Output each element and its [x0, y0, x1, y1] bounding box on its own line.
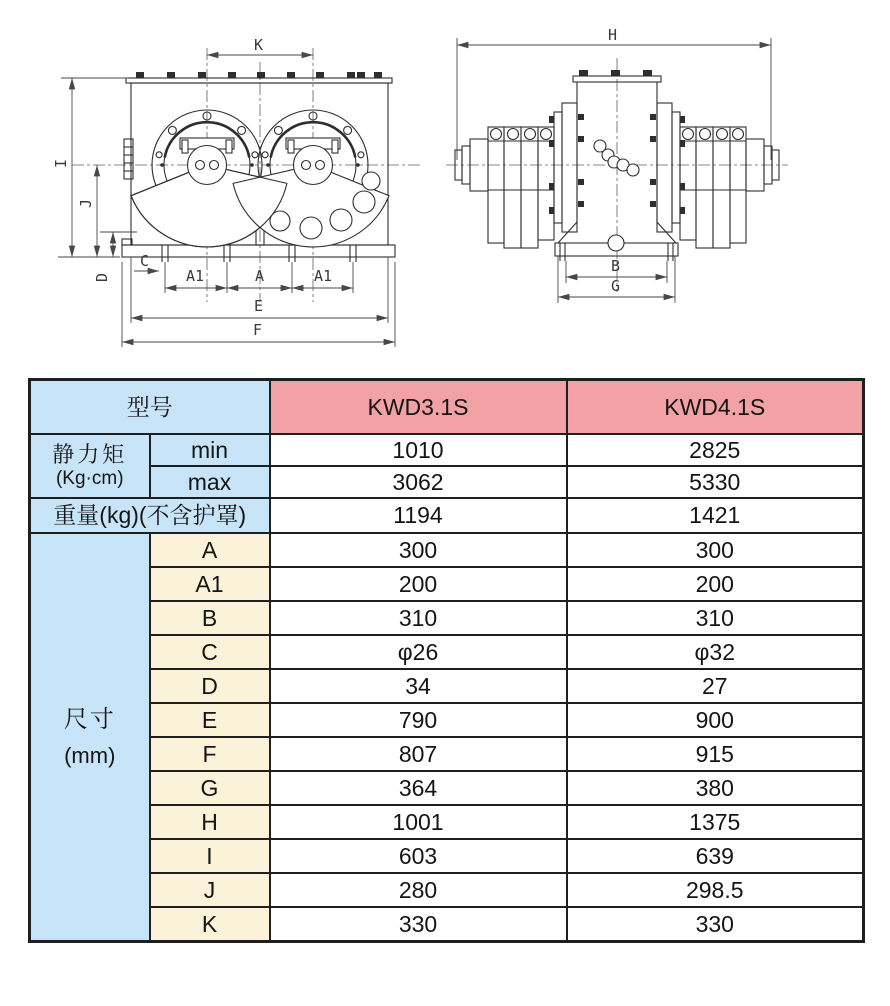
dim-label-h: H — [608, 26, 618, 44]
dim-label: A1 — [150, 567, 270, 601]
dim-value: 1375 — [567, 805, 864, 839]
dim-row-a — [30, 533, 864, 567]
max-label: max — [150, 466, 270, 498]
dim-label-g: G — [611, 277, 621, 295]
dim-value: 330 — [270, 907, 567, 942]
dim-value: φ32 — [567, 635, 864, 669]
static-moment-max-row — [30, 466, 864, 498]
min-value-kwd31s: 1010 — [270, 434, 567, 466]
dim-label-i: I — [52, 158, 70, 168]
weight-value-kwd41s: 1421 — [567, 498, 864, 533]
dim-row-c — [30, 635, 864, 669]
dim-label-f: F — [253, 321, 263, 339]
max-value-kwd41s: 5330 — [567, 466, 864, 498]
front-view-drawing — [52, 36, 422, 347]
dim-value: 34 — [270, 669, 567, 703]
dimensions-label: 尺寸 — [63, 705, 116, 733]
dim-label: B — [150, 601, 270, 635]
dim-row-j — [30, 873, 864, 907]
dim-label-b: B — [611, 257, 621, 275]
dim-label: K — [150, 907, 270, 942]
model-kwd41s-header: KWD4.1S — [567, 380, 864, 435]
dim-value: 900 — [567, 703, 864, 737]
dim-label: H — [150, 805, 270, 839]
static-moment-label: 静力矩 — [52, 442, 128, 468]
side-view-drawing — [446, 26, 788, 303]
dim-value: 915 — [567, 737, 864, 771]
dim-value: 380 — [567, 771, 864, 805]
dim-row-f — [30, 737, 864, 771]
dim-label-a: A — [255, 267, 265, 285]
dim-value: 364 — [270, 771, 567, 805]
dim-row-i — [30, 839, 864, 873]
dim-label-d: D — [93, 272, 111, 282]
weight-stack-left — [488, 127, 554, 248]
weight-label: 重量(kg)(不含护罩) — [30, 498, 270, 533]
static-moment-label-cell — [30, 434, 150, 498]
dim-label-j: J — [77, 198, 95, 208]
dim-row-h — [30, 805, 864, 839]
dim-value: 603 — [270, 839, 567, 873]
dim-value: 298.5 — [567, 873, 864, 907]
dim-value: 200 — [270, 567, 567, 601]
dim-label: G — [150, 771, 270, 805]
weight-row — [30, 498, 864, 533]
dim-label-k: K — [254, 36, 264, 54]
spec-table — [28, 378, 865, 943]
technical-drawings — [0, 0, 890, 372]
oil-hole-chain — [594, 140, 639, 176]
dim-value: 790 — [270, 703, 567, 737]
dim-row-d — [30, 669, 864, 703]
dim-label: E — [150, 703, 270, 737]
dim-label-e: E — [254, 297, 264, 315]
max-value-kwd31s: 3062 — [270, 466, 567, 498]
min-label: min — [150, 434, 270, 466]
dim-label-a1-left: A1 — [186, 267, 205, 285]
dim-label: A — [150, 533, 270, 567]
dim-label: C — [150, 635, 270, 669]
dim-value: 27 — [567, 669, 864, 703]
dim-row-k — [30, 907, 864, 942]
static-moment-unit: (Kg·cm) — [55, 467, 124, 489]
dimensions-label-cell — [30, 533, 150, 942]
dim-value: 330 — [567, 907, 864, 942]
dim-row-b — [30, 601, 864, 635]
dim-label: J — [150, 873, 270, 907]
dim-value: 1001 — [270, 805, 567, 839]
model-header-label: 型号 — [30, 380, 270, 435]
dim-row-e — [30, 703, 864, 737]
model-kwd31s-header: KWD3.1S — [270, 380, 567, 435]
dim-value: 807 — [270, 737, 567, 771]
dim-value: φ26 — [270, 635, 567, 669]
static-moment-min-row — [30, 434, 864, 466]
dim-value: 310 — [567, 601, 864, 635]
dim-value: 639 — [567, 839, 864, 873]
weight-value-kwd31s: 1194 — [270, 498, 567, 533]
table-header-row — [30, 380, 864, 435]
dimensions-unit: (mm) — [64, 743, 116, 769]
dim-value: 300 — [567, 533, 864, 567]
dim-row-g — [30, 771, 864, 805]
base-slots — [162, 245, 356, 262]
dim-value: 300 — [270, 533, 567, 567]
dim-row-a1 — [30, 567, 864, 601]
dim-value: 200 — [567, 567, 864, 601]
dim-label: I — [150, 839, 270, 873]
dim-value: 310 — [270, 601, 567, 635]
dim-label: D — [150, 669, 270, 703]
housing-top-bolts — [136, 72, 382, 78]
min-value-kwd41s: 2825 — [567, 434, 864, 466]
dim-label-c: C — [140, 252, 150, 270]
dim-value: 280 — [270, 873, 567, 907]
dim-label: F — [150, 737, 270, 771]
dim-label-a1-right: A1 — [314, 267, 333, 285]
weight-stack-right — [680, 127, 746, 248]
